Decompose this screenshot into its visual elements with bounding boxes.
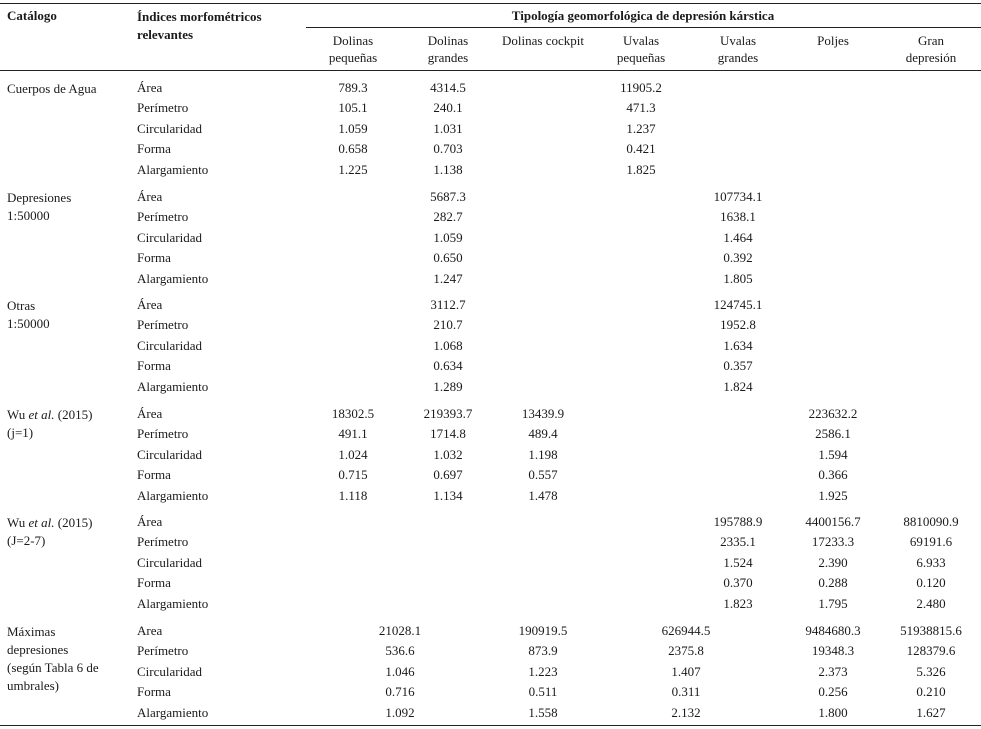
catalog-header: Catálogo [7, 8, 57, 23]
catalog-label: Depresiones 1:50000 [7, 190, 72, 223]
table-cell: 19348.3 [811, 643, 855, 659]
table-cell: 1638.1 [720, 209, 756, 225]
typology-header: Tipología geomorfológica de depresión kárstica [511, 8, 775, 23]
table-cell: 2.480 [916, 595, 946, 611]
index-label: Perímetro [137, 426, 189, 442]
table-cell: 1.198 [528, 446, 558, 462]
table-cell: 1.805 [723, 270, 753, 286]
table-cell: 0.650 [433, 250, 463, 266]
table-cell: 0.366 [818, 467, 848, 483]
index-label: Circularidad [137, 229, 202, 245]
index-label: Forma [137, 358, 171, 374]
index-label: Área [137, 80, 163, 95]
table-cell: 11905.2 [620, 80, 662, 95]
column-header: Dolinas pequeñas [328, 33, 378, 65]
typology-underline [306, 27, 981, 28]
table-cell: 0.511 [528, 684, 558, 700]
column-header: Poljes [817, 33, 849, 48]
column-header: Dolinas cockpit [502, 33, 584, 48]
table-cell: 5687.3 [430, 189, 466, 204]
table-cell: 1.627 [916, 704, 946, 720]
column-header: Gran depresión [905, 33, 957, 65]
index-label: Forma [137, 684, 171, 700]
table-cell: 873.9 [528, 643, 558, 659]
table-cell: 1.118 [338, 487, 368, 503]
table-cell: 0.392 [723, 250, 753, 266]
table-cell: 210.7 [433, 317, 463, 333]
table-cell: 491.1 [338, 426, 368, 442]
index-label: Alargamiento [137, 595, 209, 611]
table-cell: 240.1 [433, 100, 463, 116]
table-cell: 2.373 [818, 663, 848, 679]
table-cell: 1.059 [433, 229, 463, 245]
index-label: Perímetro [137, 100, 189, 116]
table-cell: 5.326 [916, 663, 946, 679]
table-cell: 8810090.9 [903, 514, 959, 529]
index-label: Forma [137, 250, 171, 266]
table-cell: 1.464 [723, 229, 753, 245]
table-cell: 1.032 [433, 446, 463, 462]
table-cell: 1952.8 [720, 317, 756, 333]
catalog-label: Cuerpos de Agua [7, 81, 97, 96]
table-cell: 4314.5 [430, 80, 466, 95]
index-label: Circularidad [137, 446, 202, 462]
table-cell: 489.4 [528, 426, 558, 442]
table-cell: 1.407 [671, 663, 701, 679]
index-label: Perímetro [137, 643, 189, 659]
table-cell: 2.132 [671, 704, 701, 720]
table-cell: 471.3 [626, 100, 656, 116]
table-cell: 1.247 [433, 270, 463, 286]
catalog-year: (2015) [54, 515, 93, 530]
table-cell: 9484680.3 [805, 623, 861, 638]
index-label: Alargamiento [137, 161, 209, 177]
table-cell: 0.703 [433, 141, 463, 157]
index-label: Circularidad [137, 663, 202, 679]
table-cell: 2335.1 [720, 534, 756, 550]
table-cell: 2375.8 [668, 643, 704, 659]
table-cell: 223632.2 [808, 406, 858, 421]
index-label: Alargamiento [137, 270, 209, 286]
index-label: Alargamiento [137, 487, 209, 503]
catalog-author: Wu [7, 515, 29, 530]
table-cell: 1.046 [385, 663, 415, 679]
table-cell: 0.715 [338, 467, 368, 483]
table-cell: 2.390 [818, 554, 848, 570]
table-cell: 0.421 [626, 141, 656, 157]
index-label: Circularidad [137, 337, 202, 353]
table-cell: 789.3 [338, 80, 368, 95]
table-cell: 1.138 [433, 161, 463, 177]
table-cell: 0.697 [433, 467, 463, 483]
table-cell: 0.370 [723, 575, 753, 591]
index-label: Área [137, 406, 163, 421]
table-cell: 1.925 [818, 487, 848, 503]
table-cell: 0.658 [338, 141, 368, 157]
table-cell: 21028.1 [378, 623, 422, 638]
table-cell: 0.120 [916, 575, 946, 591]
index-label: Circularidad [137, 554, 202, 570]
index-label: Perímetro [137, 534, 189, 550]
catalog-subset: (J=2-7) [7, 533, 46, 548]
table-cell: 1.795 [818, 595, 848, 611]
index-label: Perímetro [137, 209, 189, 225]
table-cell: 1.134 [433, 487, 463, 503]
table-cell: 1.092 [385, 704, 415, 720]
table-cell: 1.558 [528, 704, 558, 720]
table-cell: 4400156.7 [805, 514, 861, 529]
table-cell: 1.634 [723, 337, 753, 353]
index-label: Alargamiento [137, 704, 209, 720]
table-cell: 0.557 [528, 467, 558, 483]
catalog-et-al: et al. [28, 407, 55, 422]
table-cell: 1.825 [626, 161, 656, 177]
table-cell: 282.7 [433, 209, 463, 225]
column-header: Uvalas grandes [717, 33, 759, 65]
table-cell: 18302.5 [331, 406, 375, 421]
catalog-label: Máximas depresiones (según Tabla 6 de umbrales) [7, 624, 99, 693]
table-cell: 2586.1 [815, 426, 851, 442]
table-cell: 0.716 [385, 684, 415, 700]
index-label: Alargamiento [137, 378, 209, 394]
index-label: Circularidad [137, 120, 202, 136]
table-cell: 1714.8 [430, 426, 466, 442]
table-cell: 219393.7 [423, 406, 473, 421]
catalog-subset: (j=1) [7, 425, 34, 440]
column-header: Uvalas pequeñas [616, 33, 666, 65]
table-cell: 190919.5 [518, 623, 568, 638]
table-cell: 0.210 [916, 684, 946, 700]
index-label: Área [137, 514, 163, 529]
table-cell: 124745.1 [713, 297, 763, 312]
table-cell: 195788.9 [713, 514, 763, 529]
table-cell: 0.634 [433, 358, 463, 374]
table-cell: 0.357 [723, 358, 753, 374]
table-cell: 13439.9 [521, 406, 565, 421]
table-cell: 1.223 [528, 663, 558, 679]
catalog-label: Otras 1:50000 [7, 298, 50, 331]
table-cell: 536.6 [385, 643, 415, 659]
table-cell: 1.031 [433, 120, 463, 136]
table-cell: 3112.7 [430, 297, 466, 312]
table-cell: 626944.5 [661, 623, 711, 638]
table-cell: 1.059 [338, 120, 368, 136]
indices-header: Índices morfométricos relevantes [137, 9, 262, 42]
table-cell: 1.289 [433, 378, 463, 394]
header-bottom-rule [0, 70, 981, 71]
table-cell: 107734.1 [713, 189, 763, 204]
table-cell: 1.068 [433, 337, 463, 353]
table-cell: 51938815.6 [900, 623, 962, 638]
table-cell: 1.237 [626, 120, 656, 136]
table-cell: 0.256 [818, 684, 848, 700]
catalog-year: (2015) [54, 407, 93, 422]
table-cell: 1.823 [723, 595, 753, 611]
index-label: Área [137, 189, 163, 204]
table-cell: 1.594 [818, 446, 848, 462]
table-cell: 1.024 [338, 446, 368, 462]
table-cell: 17233.3 [811, 534, 855, 550]
table-cell: 105.1 [338, 100, 368, 116]
index-label: Área [137, 297, 163, 312]
index-label: Forma [137, 575, 171, 591]
catalog-et-al: et al. [28, 515, 55, 530]
top-rule [0, 3, 981, 4]
catalog-label [7, 406, 92, 442]
column-header: Dolinas grandes [427, 33, 469, 65]
table-cell: 1.824 [723, 378, 753, 394]
table-cell: 69191.6 [909, 534, 953, 550]
catalog-author: Wu [7, 407, 29, 422]
table-cell: 1.524 [723, 554, 753, 570]
table-cell: 6.933 [916, 554, 946, 570]
index-label: Area [137, 623, 163, 638]
table-cell: 128379.6 [906, 643, 956, 659]
table-cell: 1.800 [818, 704, 848, 720]
index-label: Forma [137, 141, 171, 157]
index-label: Perímetro [137, 317, 189, 333]
table-cell: 0.311 [671, 684, 701, 700]
table-cell: 1.225 [338, 161, 368, 177]
catalog-label [7, 514, 92, 550]
bottom-rule [0, 725, 981, 726]
table-cell: 1.478 [528, 487, 558, 503]
table-cell: 0.288 [818, 575, 848, 591]
index-label: Forma [137, 467, 171, 483]
